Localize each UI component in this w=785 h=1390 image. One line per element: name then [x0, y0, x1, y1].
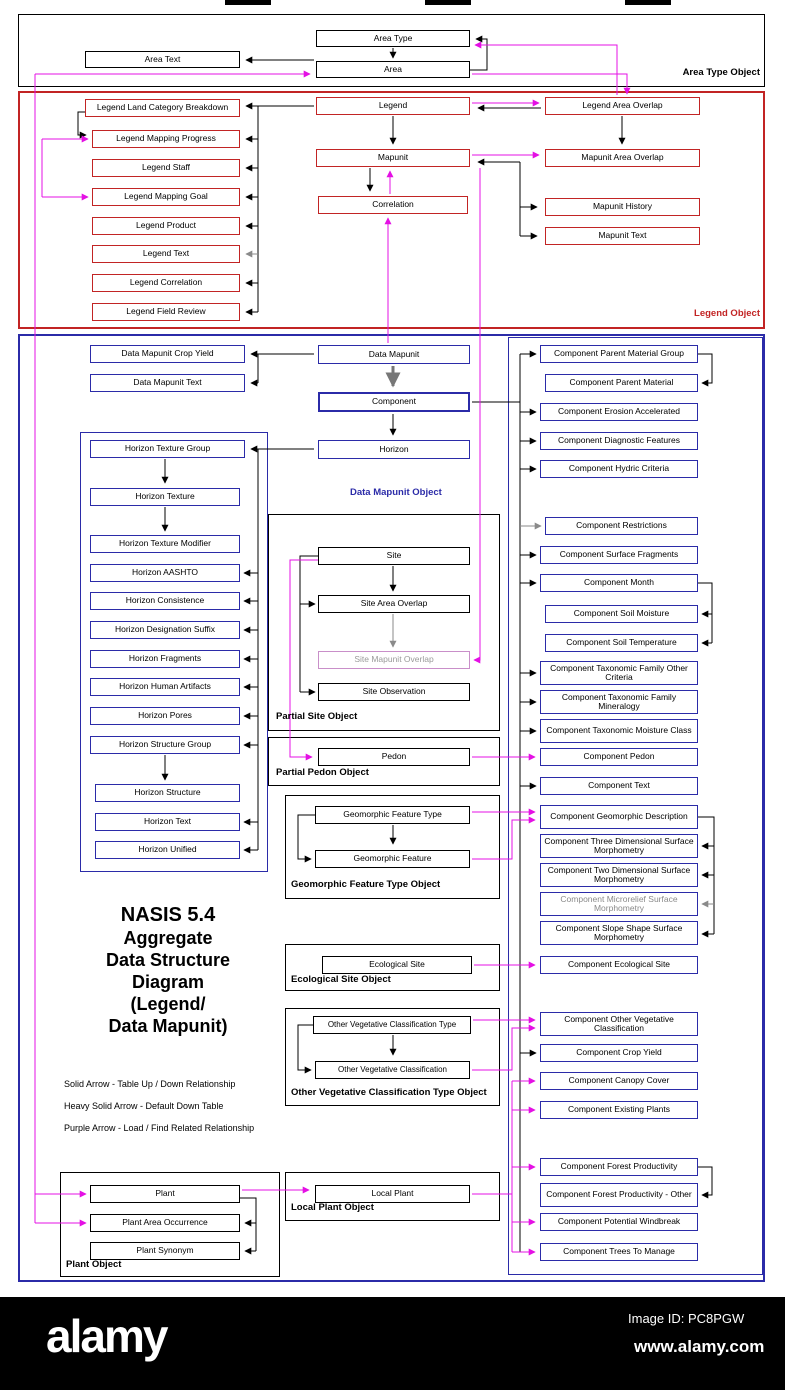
- node-horizon-texture-group: Horizon Texture Group: [90, 440, 245, 458]
- node-ecological-site: Ecological Site: [322, 956, 472, 974]
- key-purple-arrow: Purple Arrow - Load / Find Related Relationship: [64, 1123, 255, 1133]
- node-comp-forest-productivity: Component Forest Productivity: [540, 1158, 698, 1176]
- node-comp-surface-fragments: Component Surface Fragments: [540, 546, 698, 564]
- node-plant: Plant: [90, 1185, 240, 1203]
- key-solid-arrow: Solid Arrow - Table Up / Down Relationship: [64, 1079, 236, 1089]
- node-legend-mapping-progress: Legend Mapping Progress: [92, 130, 240, 148]
- title-line: (Legend/: [130, 994, 206, 1014]
- top-crop-mark: [425, 0, 471, 5]
- node-horizon-fragments: Horizon Fragments: [90, 650, 240, 668]
- node-horizon-pores: Horizon Pores: [90, 707, 240, 725]
- node-comp-soil-temperature: Component Soil Temperature: [545, 634, 698, 652]
- node-comp-erosion-accelerated: Component Erosion Accelerated: [540, 403, 698, 421]
- node-mapunit-history: Mapunit History: [545, 198, 700, 216]
- title-line: NASIS 5.4: [120, 904, 216, 926]
- node-correlation: Correlation: [318, 196, 468, 214]
- node-legend-land-category-breakdown: Legend Land Category Breakdown: [85, 99, 240, 117]
- label-local-plant-object: Local Plant Object: [291, 1202, 374, 1213]
- node-comp-other-veg-classification: Component Other Vegetative Classification: [540, 1012, 698, 1036]
- label-legend-object: Legend Object: [694, 308, 760, 319]
- node-site-mapunit-overlap: Site Mapunit Overlap: [318, 651, 470, 669]
- node-comp-canopy-cover: Component Canopy Cover: [540, 1072, 698, 1090]
- node-geomorphic-feature-type: Geomorphic Feature Type: [315, 806, 470, 824]
- top-crop-mark: [625, 0, 671, 5]
- label-other-veg-object: Other Vegetative Classification Type Object: [291, 1087, 487, 1098]
- node-comp-microrelief-surface-morphometry: Component Microrelief Surface Morphometry: [540, 892, 698, 916]
- label-area-type-object: Area Type Object: [682, 67, 760, 78]
- node-legend-field-review: Legend Field Review: [92, 303, 240, 321]
- node-comp-ecological-site: Component Ecological Site: [540, 956, 698, 974]
- node-horizon-consistence: Horizon Consistence: [90, 592, 240, 610]
- node-local-plant: Local Plant: [315, 1185, 470, 1203]
- alamy-logo: alamy: [46, 1310, 167, 1362]
- node-mapunit-text: Mapunit Text: [545, 227, 700, 245]
- node-site: Site: [318, 547, 470, 565]
- node-comp-two-dim-surface-morphometry: Component Two Dimensional Surface Morphometry: [540, 863, 698, 887]
- node-horizon-designation-suffix: Horizon Designation Suffix: [90, 621, 240, 639]
- node-comp-tax-family-other: Component Taxonomic Family Other Criteria: [540, 661, 698, 685]
- node-legend-correlation: Legend Correlation: [92, 274, 240, 292]
- node-comp-existing-plants: Component Existing Plants: [540, 1101, 698, 1119]
- alamy-url-text: www.alamy.com: [634, 1337, 765, 1356]
- node-horizon-structure: Horizon Structure: [95, 784, 240, 802]
- label-ecological-object: Ecological Site Object: [291, 974, 391, 985]
- node-comp-potential-windbreak: Component Potential Windbreak: [540, 1213, 698, 1231]
- node-data-mapunit: Data Mapunit: [318, 345, 470, 364]
- node-comp-parent-material-group: Component Parent Material Group: [540, 345, 698, 363]
- node-legend-staff: Legend Staff: [92, 159, 240, 177]
- node-horizon-structure-group: Horizon Structure Group: [90, 736, 240, 754]
- node-horizon-texture-modifier: Horizon Texture Modifier: [90, 535, 240, 553]
- node-plant-synonym: Plant Synonym: [90, 1242, 240, 1260]
- title-line: Data Structure: [105, 950, 231, 970]
- node-comp-diagnostic-features: Component Diagnostic Features: [540, 432, 698, 450]
- node-horizon-unified: Horizon Unified: [95, 841, 240, 859]
- node-horizon-text: Horizon Text: [95, 813, 240, 831]
- node-comp-tax-family-mineralogy: Component Taxonomic Family Mineralogy: [540, 690, 698, 714]
- node-comp-crop-yield: Component Crop Yield: [540, 1044, 698, 1062]
- node-data-mapunit-crop-yield: Data Mapunit Crop Yield: [90, 345, 245, 363]
- node-comp-month: Component Month: [540, 574, 698, 592]
- label-plant-object: Plant Object: [66, 1259, 122, 1270]
- title-line: Aggregate: [123, 928, 213, 948]
- node-area-type: Area Type: [316, 30, 470, 47]
- node-site-area-overlap: Site Area Overlap: [318, 595, 470, 613]
- node-comp-slope-shape-surface-morphometry: Component Slope Shape Surface Morphometry: [540, 921, 698, 945]
- node-mapunit: Mapunit: [316, 149, 470, 167]
- top-crop-mark: [225, 0, 271, 5]
- node-horizon-texture: Horizon Texture: [90, 488, 240, 506]
- node-comp-restrictions: Component Restrictions: [545, 517, 698, 535]
- label-geomorphic-object: Geomorphic Feature Type Object: [291, 879, 441, 890]
- title-line: Diagram: [131, 972, 205, 992]
- image-id-text: Image ID: PC8PGW: [628, 1311, 745, 1326]
- node-comp-text: Component Text: [540, 777, 698, 795]
- node-comp-geomorphic-description: Component Geomorphic Description: [540, 805, 698, 829]
- node-other-veg-class-type: Other Vegetative Classification Type: [313, 1016, 471, 1034]
- node-comp-tax-moisture-class: Component Taxonomic Moisture Class: [540, 719, 698, 743]
- node-legend-mapping-goal: Legend Mapping Goal: [92, 188, 240, 206]
- node-comp-three-dim-surface-morphometry: Component Three Dimensional Surface Morphometry: [540, 834, 698, 858]
- title-line: Data Mapunit): [108, 1016, 228, 1036]
- node-plant-area-occurrence: Plant Area Occurrence: [90, 1214, 240, 1232]
- node-legend: Legend: [316, 97, 470, 115]
- node-component: Component: [318, 392, 470, 412]
- node-other-veg-class: Other Vegetative Classification: [315, 1061, 470, 1079]
- node-geomorphic-feature: Geomorphic Feature: [315, 850, 470, 868]
- node-comp-pedon: Component Pedon: [540, 748, 698, 766]
- node-comp-soil-moisture: Component Soil Moisture: [545, 605, 698, 623]
- node-site-observation: Site Observation: [318, 683, 470, 701]
- node-mapunit-area-overlap: Mapunit Area Overlap: [545, 149, 700, 167]
- node-horizon-human-artifacts: Horizon Human Artifacts: [90, 678, 240, 696]
- node-comp-hydric-criteria: Component Hydric Criteria: [540, 460, 698, 478]
- node-data-mapunit-text: Data Mapunit Text: [90, 374, 245, 392]
- node-legend-area-overlap: Legend Area Overlap: [545, 97, 700, 115]
- node-pedon: Pedon: [318, 748, 470, 766]
- node-area: Area: [316, 61, 470, 78]
- watermark-bar: [0, 1297, 785, 1390]
- node-comp-parent-material: Component Parent Material: [545, 374, 698, 392]
- key-heavy-arrow: Heavy Solid Arrow - Default Down Table: [64, 1101, 224, 1111]
- label-partial-site-object: Partial Site Object: [276, 711, 358, 722]
- diagram-title: [58, 903, 278, 1037]
- label-data-mapunit-object: Data Mapunit Object: [350, 487, 442, 498]
- node-horizon: Horizon: [318, 440, 470, 459]
- node-horizon-aashto: Horizon AASHTO: [90, 564, 240, 582]
- node-legend-product: Legend Product: [92, 217, 240, 235]
- label-partial-pedon-object: Partial Pedon Object: [276, 767, 369, 778]
- node-legend-text: Legend Text: [92, 245, 240, 263]
- node-area-text: Area Text: [85, 51, 240, 68]
- node-comp-forest-productivity-other: Component Forest Productivity - Other: [540, 1183, 698, 1207]
- node-comp-trees-to-manage: Component Trees To Manage: [540, 1243, 698, 1261]
